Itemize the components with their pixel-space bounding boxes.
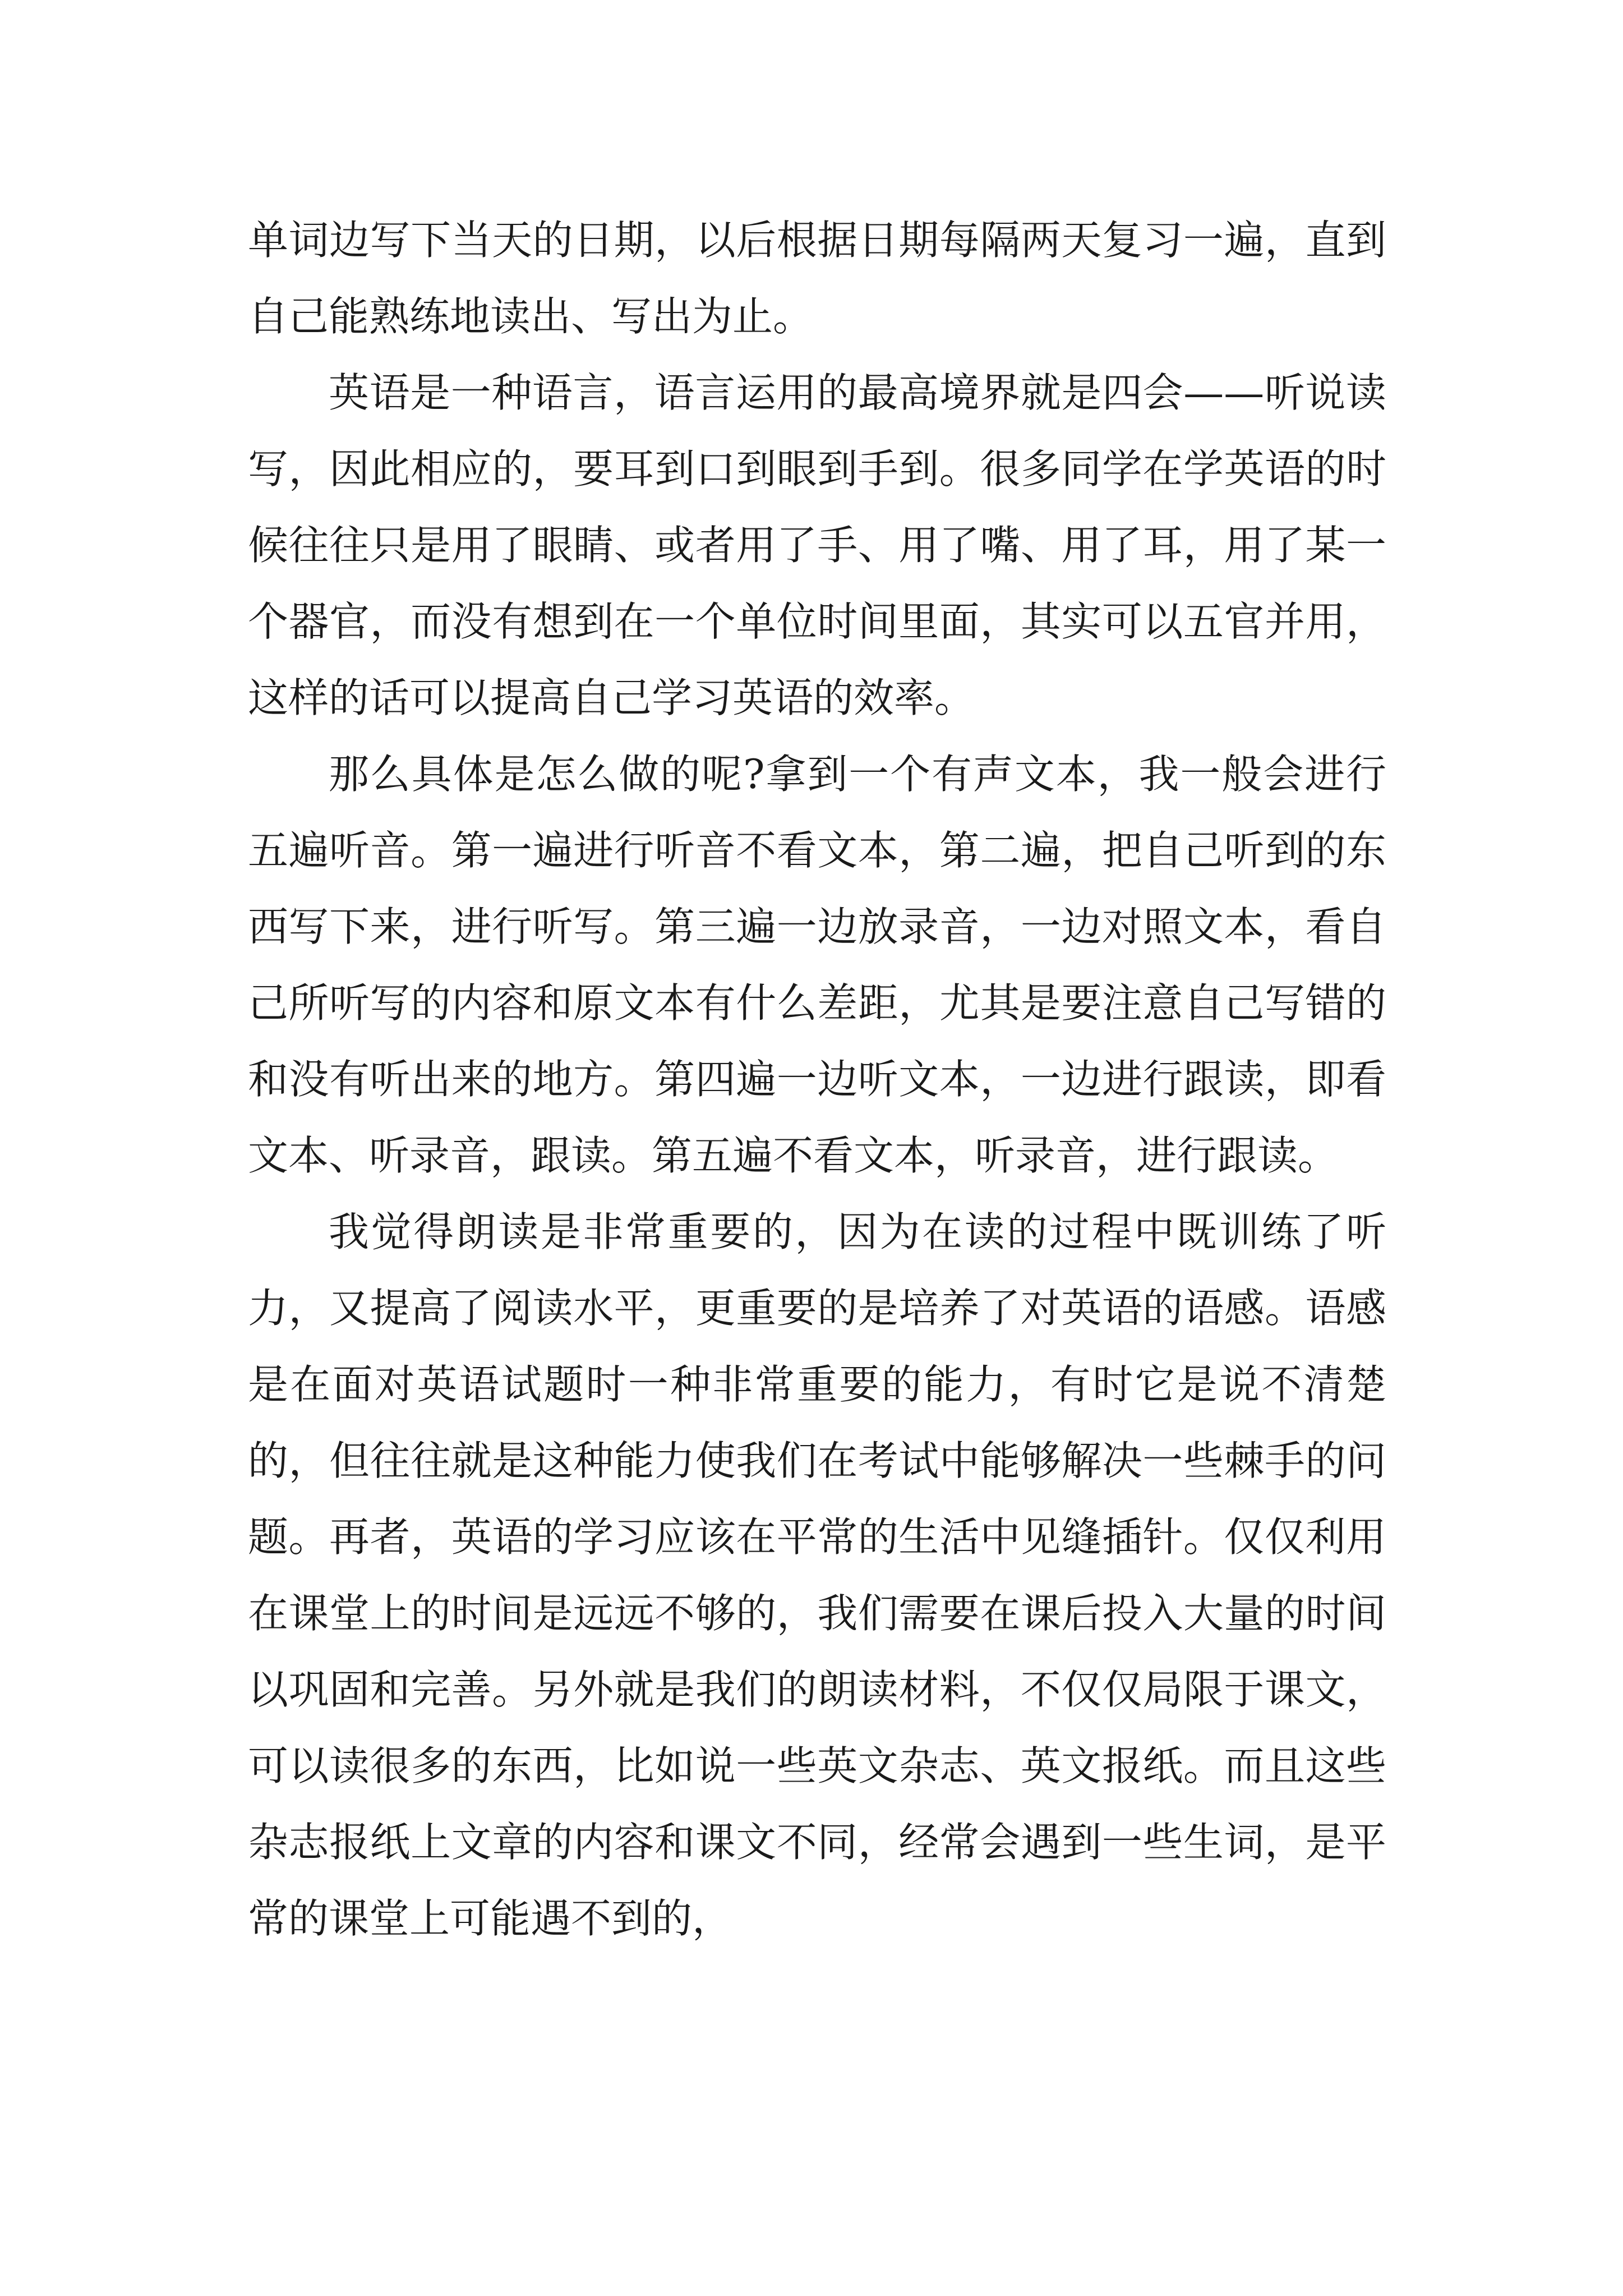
paragraph: 英语是一种语言，语言运用的最高境界就是四会——听说读写，因此相应的，要耳到口到眼到手到。很多同学在学英语的时候往往只是用了眼睛、或者用了手、用了嘴、用了耳，用了某一个器官，而没有想到在一个单位时间里面，其实可以五官并用，这样的话可以提高自己学习英语的效率。 [248,369,1386,721]
body-text [248,202,1386,1957]
paragraph: 我觉得朗读是非常重要的，因为在读的过程中既训练了听力，又提高了阅读水平，更重要的是培养了对英语的语感。语感是在面对英语试题时一种非常重要的能力，有时它是说不清楚的，但往往就是这种能力使我们在考试中能够解决一些棘手的问题。再者，英语的学习应该在平常的生活中见缝插针。仅仅利用在课堂上的时间是远远不够的，我们需要在课后投入大量的时间以巩固和完善。另外就是我们的朗读材料，不仅仅局限于课文，可以读很多的东西，比如说一些英文杂志、英文报纸。而且这些杂志报纸上文章的内容和课文不同，经常会遇到一些生词，是平常的课堂上可能遇不到的， [248,1208,1386,1942]
paragraph-continuation: 单词边写下当天的日期，以后根据日期每隔两天复习一遍，直到自己能熟练地读出、写出为止。 [248,217,1386,340]
paragraph: 那么具体是怎么做的呢?拿到一个有声文本，我一般会进行五遍听音。第一遍进行听音不看文本，第二遍，把自己听到的东西写下来，进行听写。第三遍一边放录音，一边对照文本，看自己所听写的内容和原文本有什么差距，尤其是要注意自己写错的和没有听出来的地方。第四遍一边听文本，一边进行跟读，即看文本、听录音，跟读。第五遍不看文本，听录音，进行跟读。 [248,751,1386,1179]
